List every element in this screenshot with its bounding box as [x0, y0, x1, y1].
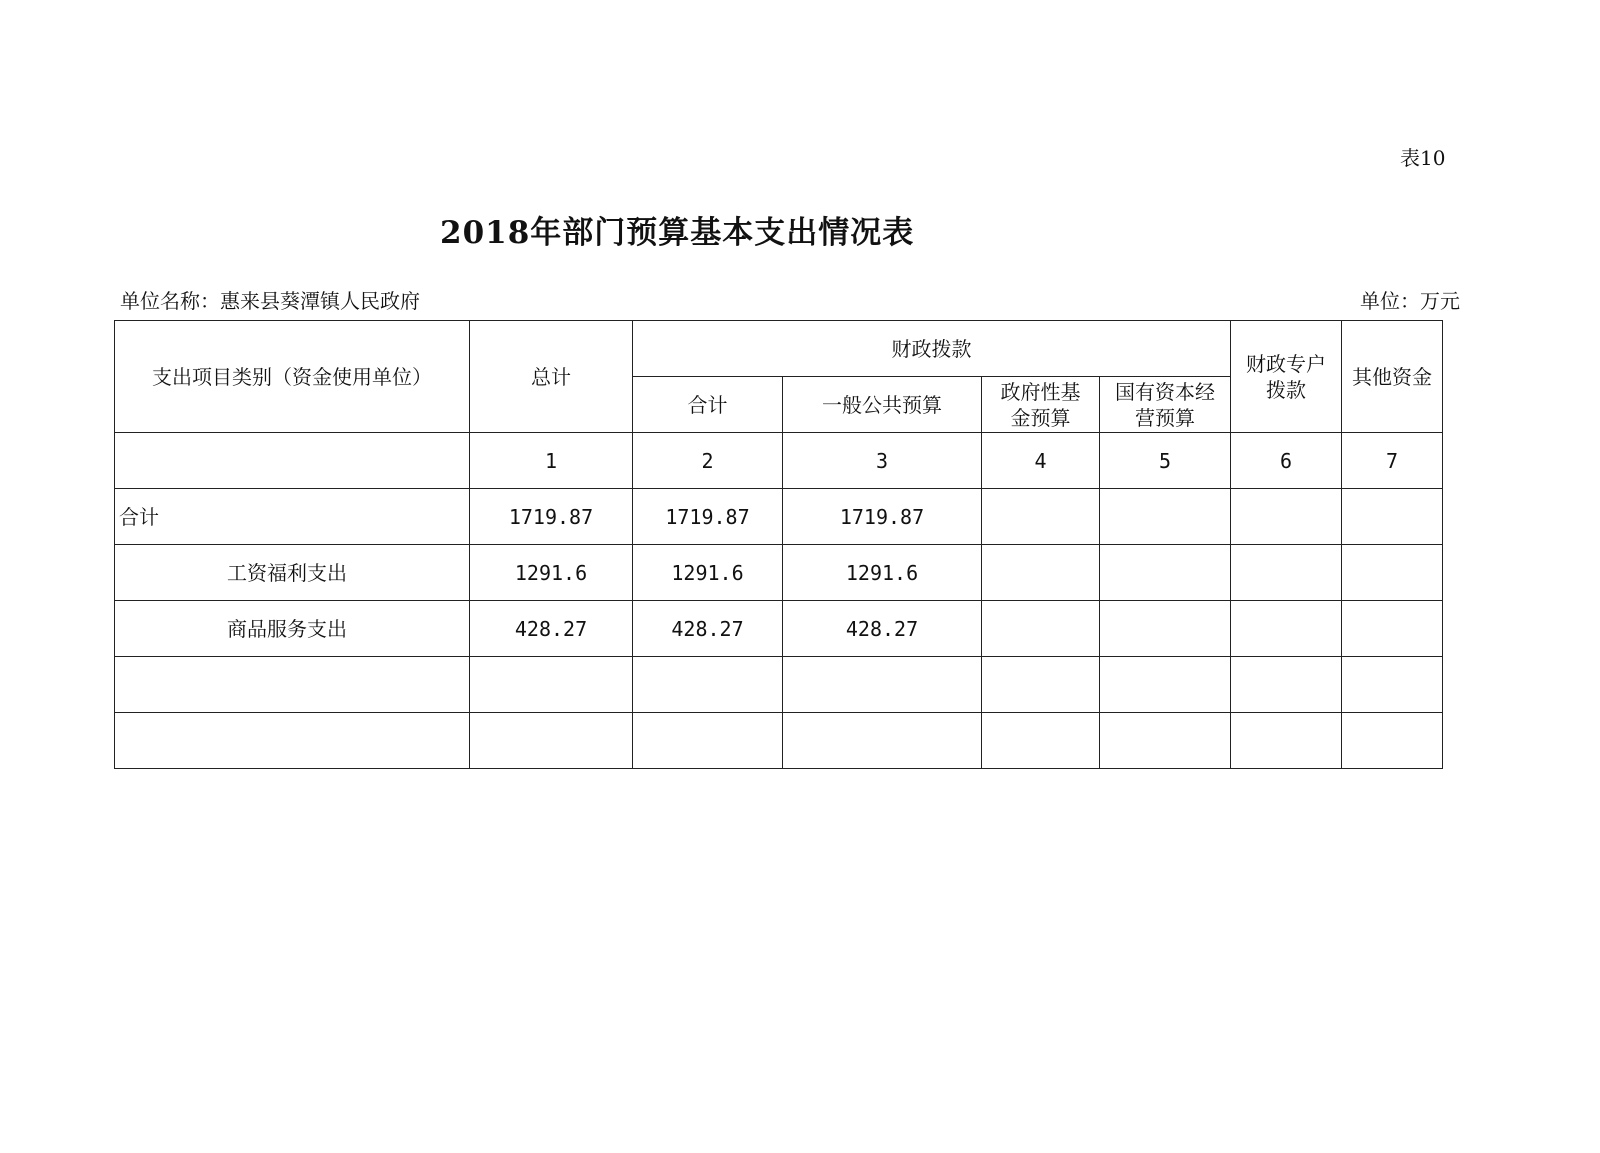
row-category: 合计 [115, 489, 470, 545]
cell-gov-fund [982, 601, 1100, 657]
cell-special [1231, 713, 1342, 769]
cell-total: 1291.6 [470, 545, 633, 601]
row-category: 工资福利支出 [115, 545, 470, 601]
cell-state-capital [1100, 545, 1231, 601]
cell-general-budget: 1719.87 [783, 489, 982, 545]
cell-fiscal-sum: 1291.6 [633, 545, 783, 601]
column-number: 5 [1100, 433, 1231, 489]
cell-fiscal-sum [633, 657, 783, 713]
row-category [115, 657, 470, 713]
header-category: 支出项目类别（资金使用单位） [115, 321, 470, 433]
table-row [115, 601, 1443, 657]
unit-name: 单位名称：惠来县葵潭镇人民政府 [120, 289, 420, 313]
cell-fiscal-sum: 428.27 [633, 601, 783, 657]
header-total: 总计 [470, 321, 633, 433]
cell-other [1342, 489, 1443, 545]
table-row [115, 657, 1443, 713]
cell-special [1231, 601, 1342, 657]
column-number-row [115, 433, 1443, 489]
column-number: 2 [633, 433, 783, 489]
cell-state-capital [1100, 601, 1231, 657]
cell-other [1342, 657, 1443, 713]
cell-total: 428.27 [470, 601, 633, 657]
currency-unit: 单位：万元 [1360, 289, 1460, 313]
cell-total [470, 657, 633, 713]
cell-total: 1719.87 [470, 489, 633, 545]
column-number: 3 [783, 433, 982, 489]
column-number: 6 [1231, 433, 1342, 489]
cell-general-budget [783, 713, 982, 769]
cell-general-budget [783, 657, 982, 713]
cell-special [1231, 489, 1342, 545]
cell-fiscal-sum: 1719.87 [633, 489, 783, 545]
cell-gov-fund [982, 713, 1100, 769]
table-row [115, 713, 1443, 769]
cell-special [1231, 657, 1342, 713]
column-number: 1 [470, 433, 633, 489]
header-state-capital: 国有资本经营预算 [1100, 377, 1231, 433]
cell-other [1342, 601, 1443, 657]
cell-general-budget: 1291.6 [783, 545, 982, 601]
page-title: 2018年部门预算基本支出情况表 [440, 215, 915, 251]
header-fiscal-sum: 合计 [633, 377, 783, 433]
cell-state-capital [1100, 713, 1231, 769]
header-general-budget: 一般公共预算 [783, 377, 982, 433]
header-special: 财政专户拨款 [1231, 321, 1342, 433]
row-category [115, 713, 470, 769]
table-row [115, 545, 1443, 601]
row-category: 商品服务支出 [115, 601, 470, 657]
cell-state-capital [1100, 489, 1231, 545]
cell-other [1342, 713, 1443, 769]
cell-total [470, 713, 633, 769]
cell-gov-fund [982, 489, 1100, 545]
header-other: 其他资金 [1342, 321, 1443, 433]
cell-fiscal-sum [633, 713, 783, 769]
cell-gov-fund [982, 657, 1100, 713]
cell-special [1231, 545, 1342, 601]
table-row [115, 489, 1443, 545]
cell-general-budget: 428.27 [783, 601, 982, 657]
column-number: 7 [1342, 433, 1443, 489]
table-number: 表10 [1400, 146, 1446, 170]
budget-table [114, 320, 1443, 769]
cell-gov-fund [982, 545, 1100, 601]
header-gov-fund: 政府性基金预算 [982, 377, 1100, 433]
cell-other [1342, 545, 1443, 601]
column-number: 4 [982, 433, 1100, 489]
column-number-blank [115, 433, 470, 489]
cell-state-capital [1100, 657, 1231, 713]
header-fiscal: 财政拨款 [633, 321, 1231, 377]
